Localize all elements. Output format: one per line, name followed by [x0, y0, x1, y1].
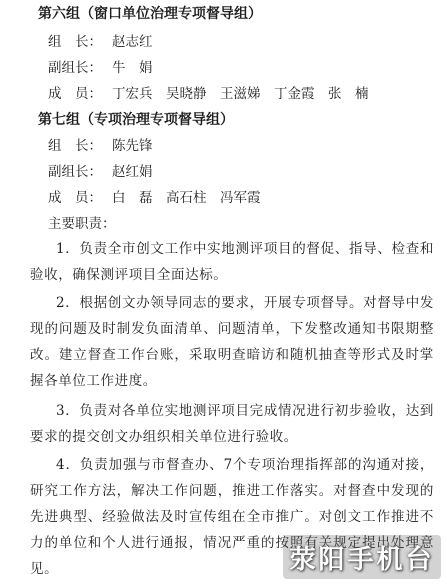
group6-deputy-label: 副组长： — [48, 60, 102, 76]
group7-members-label: 成 员： — [48, 190, 102, 206]
duties-heading: 主要职责： — [48, 216, 116, 232]
group7-title: 第七组（专项治理专项督导组） — [38, 112, 234, 128]
group6-members-label: 成 员： — [48, 86, 102, 102]
group6-title: 第六组（窗口单位治理专项督导组） — [38, 6, 262, 22]
group6-leader-label: 组 长： — [48, 34, 102, 50]
group7-deputy-label: 副组长： — [48, 164, 102, 180]
group7-leader-label: 组 长： — [48, 138, 102, 154]
group6-leader-value: 赵志红 — [112, 34, 153, 50]
duty-item-2: 2．根据创文办领导同志的要求，开展专项督导。对督导中发现的问题及时制发负面清单、问题清单，下发整改通知书限期整改。建立督查工作台账，采取明查暗访和随机抽查等形式及时掌握各单位工作进度。 — [30, 295, 434, 389]
watermark-logo — [283, 535, 441, 579]
group7-leader-value: 陈先锋 — [112, 138, 153, 154]
group6-deputy-value: 牛 娟 — [112, 60, 153, 76]
duty-item-1: 1．负责全市创文工作中实地测评项目的督促、指导、检查和验收，确保测评项目全面达标。 — [30, 241, 434, 283]
duty-item-3: 3．负责对各单位实地测评项目完成情况进行初步验收，达到要求的提交创文办组织相关单位进行验收。 — [30, 403, 434, 445]
group7-members-value: 白 磊 高石柱 冯军霞 — [112, 190, 261, 206]
group6-members-value: 丁宏兵 吴晓静 王滋娣 丁金霞 张 楠 — [112, 86, 369, 102]
group7-deputy-value: 赵红娟 — [112, 164, 153, 180]
duty-item-4: 4．负责加强与市督查办、7个专项治理指挥部的沟通对接，研究工作方法，解决工作问题，推进工作落实。对督查中发现的先进典型、经验做法及时宣传组在全市推广。对创文工作推进不力的单位和个人进行通报，情况严重的按照有关规定提出处理意见。 — [30, 457, 434, 577]
watermark-text: 荥阳手机台 — [289, 544, 435, 575]
